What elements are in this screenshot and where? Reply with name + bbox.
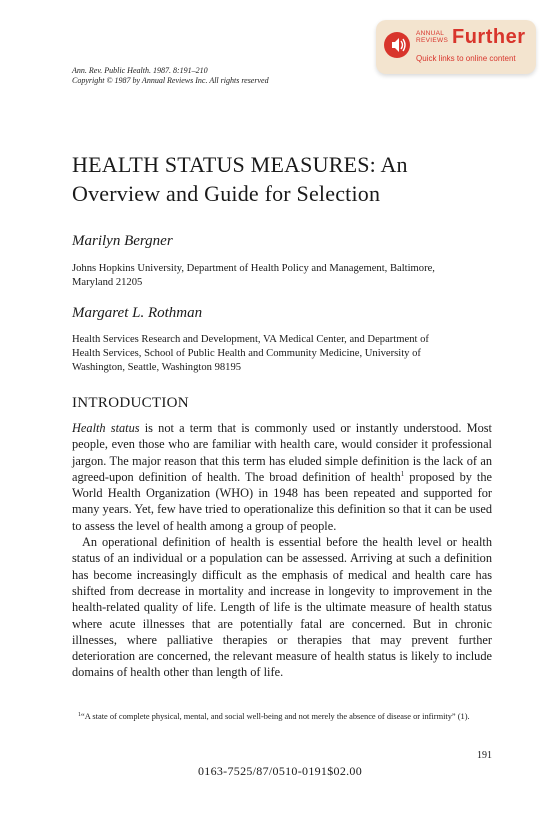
paragraph: An operational definition of health is essential before the health level or health status of an individual or a population can be assessed. Arriving at such a definition has become increasingly difficult as the emphasis of medical and health care has shifted from decrease in mortality and increase in longevity to improvement in the health-related quality of life. Length of life is the ultimate measure of health status where acute illnesses that are potentially fatal are concerned. But in chronic illnesses, where palliative therapies or therapies that may prevent further deterioration are concerned, the relevant measure of health status is likely to include domains of health other than length of life. [72, 535, 492, 680]
author-name: Margaret L. Rothman [72, 305, 203, 321]
further-badge[interactable] [376, 20, 536, 74]
article-title: HEALTH STATUS MEASURES: An Overview and Guide for Selection [72, 152, 408, 206]
speaker-icon [384, 32, 410, 58]
author-affiliation: Johns Hopkins University, Department of Health Policy and Management, Baltimore, Maryland 21205 [72, 263, 435, 288]
badge-publisher-label: ANNUAL REVIEWS [416, 30, 449, 44]
author-name: Marilyn Bergner [72, 233, 173, 249]
section-heading: INTRODUCTION [72, 395, 189, 411]
paragraph: Health status is not a term that is commonly used or instantly understood. Most people, even those who are familiar with health care, would consider it professional jargon. The major reason that this term has eluded simple definition is the lack of an agreed-upon definition of health. The broad definition of health$^1$ proposed by the World Health Organization (WHO) in 1948 has been repeated and supported for many years. Yet, few have tried to operationalize this definition so that it can be used to assess the level of health among a group of people. [72, 421, 492, 533]
page-number: 191 [477, 750, 492, 761]
footnote-ref: 1 [400, 469, 405, 478]
issn-code: 0163-7525/87/0510-0191$02.00 [197, 764, 363, 778]
badge-subtitle: Quick links to online content [416, 54, 516, 63]
footnote: $^1$“A state of complete physical, mental, and social well-being and not merely the absence of disease or infirmity” (1). [78, 712, 470, 721]
author-affiliation: Health Services Research and Development, VA Medical Center, and Department of Health Services, School of Public Health and Community Medicine, University of Washington, Seattle, Washington 98195 [72, 334, 429, 373]
journal-citation: Ann. Rev. Public Health. 1987. 8:191–210 Copyright © 1987 by Annual Reviews Inc. All rights reserved [72, 66, 269, 85]
body-text [72, 420, 492, 681]
badge-further-label: Further [452, 26, 526, 48]
